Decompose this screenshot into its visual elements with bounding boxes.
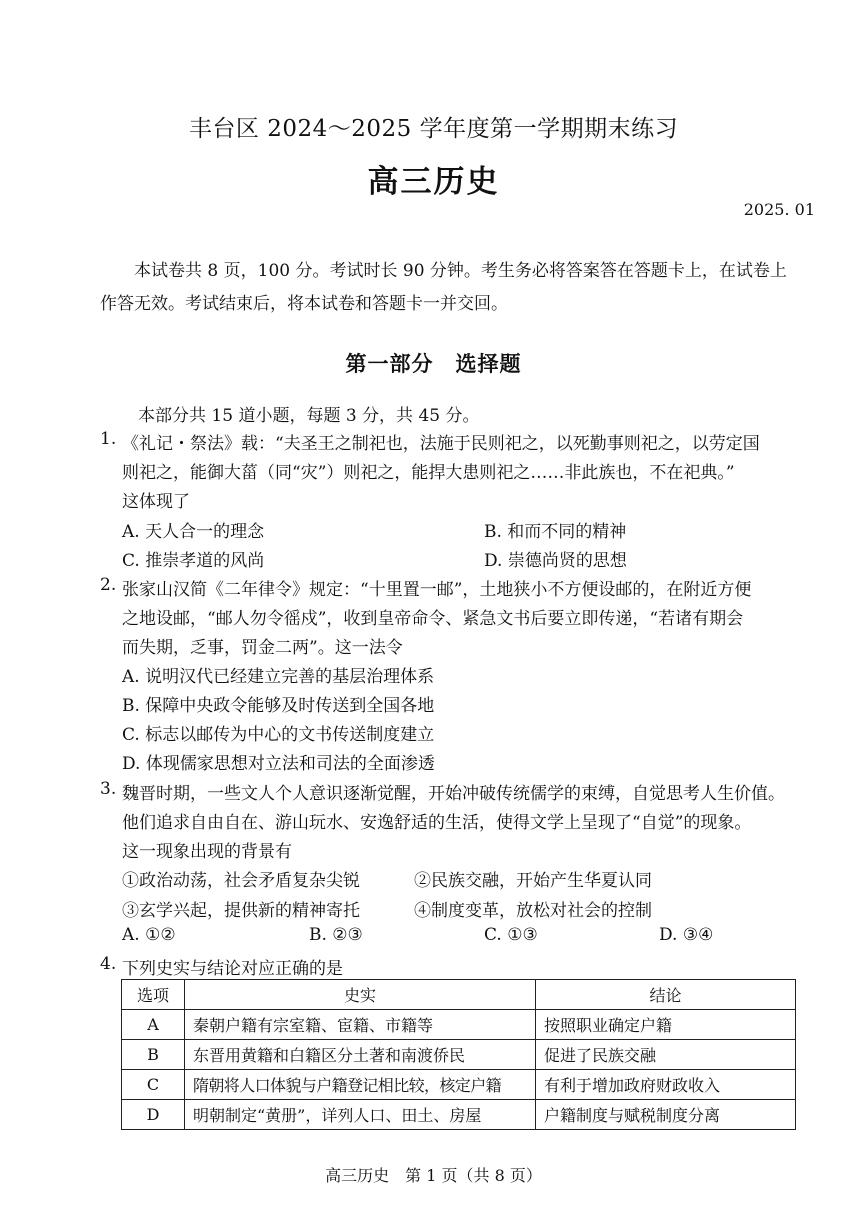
table-row [122, 1100, 796, 1130]
statement-2: ②民族交融，开始产生华夏认同 [414, 871, 652, 891]
column-header-option: 选项 [122, 980, 185, 1010]
exam-header: 丰台区 2024～2025 学年度第一学期期末练习 [188, 116, 679, 142]
exam-date: 2025. 01 [743, 200, 815, 219]
row-option: B [122, 1040, 185, 1070]
option-c: C. 推崇孝道的风尚 [122, 551, 265, 571]
instructions: 本试卷共 8 页，100 分。考试时长 90 分钟。考生务必将答案答在答题卡上，在试卷上作答无效。考试结束后，将本试卷和答题卡一并交回。 [100, 261, 787, 314]
row-fact: 东晋用黄籍和白籍区分土著和南渡侨民 [185, 1040, 536, 1070]
row-option: A [122, 1010, 185, 1040]
row-conclusion: 促进了民族交融 [536, 1040, 796, 1070]
question-3-stem-line: 他们追求自由自在、游山玩水、安逸舒适的生活，使得文学上呈现了“自觉”的现象。 [122, 813, 752, 833]
question-2-stem-line: 张家山汉简《二年律令》规定：“十里置一邮”，土地狭小不方便设邮的，在附近方便 [122, 580, 752, 600]
column-header-conclusion: 结论 [536, 980, 796, 1010]
question-number: 1. [100, 429, 117, 449]
row-conclusion: 有利于增加政府财政收入 [536, 1070, 796, 1100]
question-number: 3. [100, 779, 117, 799]
question-4-stem: 下列史实与结论对应正确的是 [122, 959, 343, 979]
row-fact: 明朝制定“黄册”，详列人口、田土、房屋 [185, 1100, 536, 1130]
column-header-fact: 史实 [185, 980, 536, 1010]
option-d: D. 崇德尚贤的思想 [484, 551, 627, 571]
question-3-stem-line: 魏晋时期，一些文人个人意识逐渐觉醒，开始冲破传统儒学的束缚，自觉思考人生价值。 [122, 784, 785, 804]
subject-title: 高三历史 [367, 164, 500, 200]
question-number: 4. [100, 954, 117, 974]
question-2-stem-line: 之地设邮，“邮人勿令徭戍”，收到皇帝命令、紧急文书后要立即传递，“若诸有期会 [122, 609, 744, 629]
row-conclusion: 户籍制度与赋税制度分离 [536, 1100, 796, 1130]
question-number: 2. [100, 575, 117, 595]
option-d: D. 体现儒家思想对立法和司法的全面渗透 [122, 754, 435, 774]
table-row [122, 1010, 796, 1040]
statement-1: ①政治动荡，社会矛盾复杂尖锐 [122, 871, 360, 891]
row-fact: 秦朝户籍有宗室籍、宦籍、市籍等 [185, 1010, 536, 1040]
section-title: 第一部分 选择题 [345, 351, 522, 376]
option-c: C. 标志以邮传为中心的文书传送制度建立 [122, 725, 435, 745]
statement-3: ③玄学兴起，提供新的精神寄托 [122, 901, 360, 921]
option-b: B. 和而不同的精神 [484, 522, 627, 542]
question-3-stem-line: 这一现象出现的背景有 [122, 842, 292, 862]
facts-conclusions-table [121, 979, 796, 1130]
option-b: B. ②③ [309, 925, 363, 945]
question-2-stem-line: 而失期，乏事，罚金二两”。这一法令 [122, 638, 403, 658]
row-option: D [122, 1100, 185, 1130]
section-note: 本部分共 15 道小题，每题 3 分，共 45 分。 [138, 406, 480, 426]
statement-4: ④制度变革，放松对社会的控制 [414, 901, 652, 921]
option-d: D. ③④ [659, 925, 714, 945]
option-a: A. 天人合一的理念 [122, 522, 265, 542]
question-1-stem-line: 这体现了 [122, 492, 190, 512]
table-row [122, 1070, 796, 1100]
row-conclusion: 按照职业确定户籍 [536, 1010, 796, 1040]
question-1-stem-line: 则祀之，能御大菑（同“灾”）则祀之，能捍大患则祀之……非此族也，不在祀典。” [122, 463, 735, 483]
option-c: C. ①③ [484, 925, 538, 945]
table-header-row [122, 980, 796, 1010]
row-option: C [122, 1070, 185, 1100]
page-footer: 高三历史 第 1 页（共 8 页） [325, 1166, 542, 1185]
option-a: A. ①② [122, 925, 176, 945]
option-a: A. 说明汉代已经建立完善的基层治理体系 [122, 667, 435, 687]
row-fact: 隋朝将人口体貌与户籍登记相比较，核定户籍 [185, 1070, 536, 1100]
question-1-stem-line: 《礼记・祭法》载：“夫圣王之制祀也，法施于民则祀之，以死勤事则祀之，以劳定国 [122, 434, 760, 454]
table-row [122, 1040, 796, 1070]
option-b: B. 保障中央政令能够及时传送到全国各地 [122, 696, 435, 716]
